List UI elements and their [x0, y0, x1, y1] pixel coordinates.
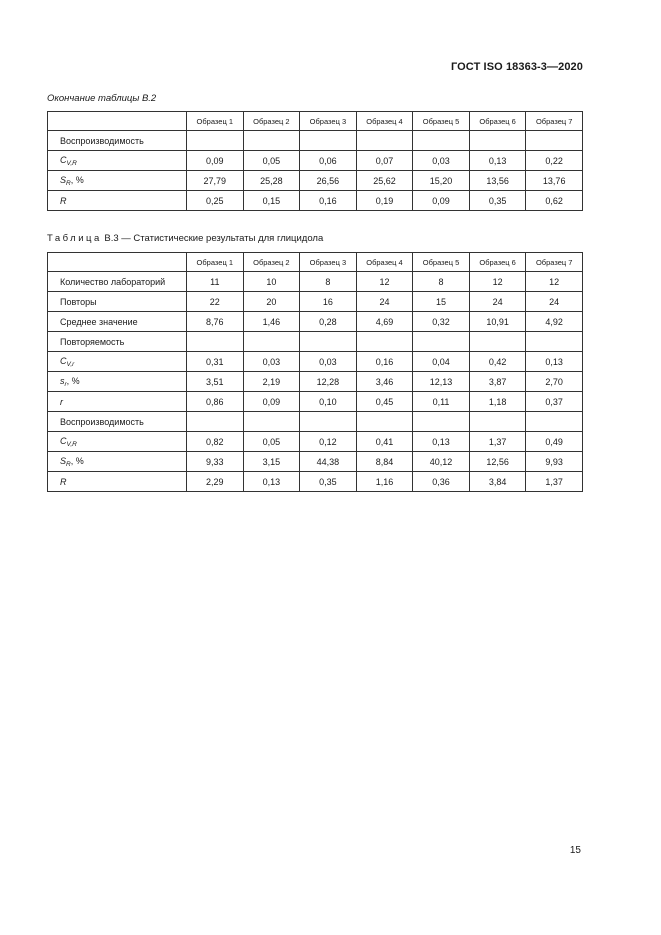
row-label: [48, 452, 187, 472]
section-label: Воспроизводимость: [48, 131, 187, 151]
value-cell: 0,13: [526, 352, 583, 372]
header-corner-cell: [48, 112, 187, 131]
column-header: Образец 6: [469, 112, 526, 131]
value-cell: 0,03: [413, 151, 470, 171]
value-cell: 12,13: [413, 372, 470, 392]
value-cell: 3,87: [469, 372, 526, 392]
row-label: Среднее значение: [48, 312, 187, 332]
table-b3-caption-prefix: Таблица: [47, 233, 102, 244]
table-row: [48, 292, 583, 312]
empty-cell: [469, 332, 526, 352]
section-row: [48, 131, 583, 151]
value-cell: 0,19: [356, 191, 413, 211]
symbol: r: [60, 396, 63, 407]
empty-cell: [356, 332, 413, 352]
value-cell: 0,49: [526, 432, 583, 452]
value-cell: 0,22: [526, 151, 583, 171]
value-cell: 0,16: [356, 352, 413, 372]
value-cell: 25,62: [356, 171, 413, 191]
value-cell: 0,35: [300, 472, 357, 492]
symbol-subscript: r: [64, 380, 67, 388]
empty-cell: [469, 412, 526, 432]
page-number: 15: [569, 845, 581, 856]
table-row: [48, 392, 583, 412]
symbol-subscript: V,R: [66, 440, 77, 448]
value-cell: 8,76: [187, 312, 244, 332]
row-label: [48, 171, 187, 191]
value-cell: 0,05: [243, 432, 300, 452]
table-row: [48, 452, 583, 472]
row-label: [48, 392, 187, 412]
empty-cell: [526, 131, 583, 151]
value-cell: 12,56: [469, 452, 526, 472]
value-cell: 0,82: [187, 432, 244, 452]
column-header: Образец 7: [526, 112, 583, 131]
value-cell: 15: [413, 292, 470, 312]
symbol: R: [60, 195, 67, 206]
column-header: Образец 1: [187, 253, 244, 272]
symbol-suffix: , %: [70, 174, 84, 185]
header-corner-cell: [48, 253, 187, 272]
value-cell: 8: [300, 272, 357, 292]
symbol: C: [60, 154, 67, 165]
value-cell: 26,56: [300, 171, 357, 191]
value-cell: 0,62: [526, 191, 583, 211]
value-cell: 0,37: [526, 392, 583, 412]
table-header-row: [48, 112, 583, 131]
value-cell: 0,35: [469, 191, 526, 211]
row-label: [48, 372, 187, 392]
column-header: Образец 4: [356, 112, 413, 131]
column-header: Образец 6: [469, 253, 526, 272]
document-id: ГОСТ ISO 18363-3—2020: [450, 61, 583, 73]
value-cell: 2,19: [243, 372, 300, 392]
value-cell: 44,38: [300, 452, 357, 472]
table-row: [48, 171, 583, 191]
row-label: Повторы: [48, 292, 187, 312]
empty-cell: [187, 332, 244, 352]
row-label: [48, 472, 187, 492]
empty-cell: [243, 412, 300, 432]
section-label: Воспроизводимость: [48, 412, 187, 432]
table-row: [48, 352, 583, 372]
table-b3-caption-title: В.3 — Статистические результаты для глицидола: [101, 233, 324, 244]
empty-cell: [413, 412, 470, 432]
table-row: [48, 272, 583, 292]
value-cell: 0,11: [413, 392, 470, 412]
value-cell: 9,93: [526, 452, 583, 472]
row-label: Количество лабораторий: [48, 272, 187, 292]
symbol: C: [60, 355, 67, 366]
value-cell: 0,31: [187, 352, 244, 372]
empty-cell: [187, 131, 244, 151]
column-header: Образец 5: [413, 253, 470, 272]
value-cell: 2,70: [526, 372, 583, 392]
table-b2-caption: Окончание таблицы В.2: [47, 93, 157, 104]
symbol-suffix: , %: [66, 375, 80, 386]
value-cell: 0,04: [413, 352, 470, 372]
value-cell: 40,12: [413, 452, 470, 472]
table-header-row: [48, 253, 583, 272]
column-header: Образец 7: [526, 253, 583, 272]
value-cell: 0,15: [243, 191, 300, 211]
table-row: [48, 432, 583, 452]
value-cell: 12: [469, 272, 526, 292]
row-label: [48, 151, 187, 171]
value-cell: 12: [526, 272, 583, 292]
table-b3-caption: [47, 233, 323, 244]
empty-cell: [526, 412, 583, 432]
empty-cell: [243, 131, 300, 151]
value-cell: 24: [526, 292, 583, 312]
value-cell: 8: [413, 272, 470, 292]
value-cell: 4,69: [356, 312, 413, 332]
value-cell: 1,37: [526, 472, 583, 492]
value-cell: 0,09: [413, 191, 470, 211]
empty-cell: [187, 412, 244, 432]
symbol: R: [60, 476, 67, 487]
symbol: S: [60, 455, 67, 466]
value-cell: 16: [300, 292, 357, 312]
symbol: C: [60, 435, 67, 446]
value-cell: 0,13: [413, 432, 470, 452]
symbol: S: [60, 174, 67, 185]
symbol-subscript: R: [66, 179, 71, 187]
empty-cell: [356, 412, 413, 432]
column-header: Образец 1: [187, 112, 244, 131]
value-cell: 20: [243, 292, 300, 312]
value-cell: 0,03: [243, 352, 300, 372]
empty-cell: [300, 332, 357, 352]
value-cell: 0,05: [243, 151, 300, 171]
row-label: [48, 432, 187, 452]
empty-cell: [469, 131, 526, 151]
value-cell: 0,03: [300, 352, 357, 372]
column-header: Образец 2: [243, 253, 300, 272]
value-cell: 13,76: [526, 171, 583, 191]
value-cell: 0,28: [300, 312, 357, 332]
value-cell: 22: [187, 292, 244, 312]
table-row: [48, 312, 583, 332]
table-row: [48, 191, 583, 211]
value-cell: 10: [243, 272, 300, 292]
value-cell: 0,12: [300, 432, 357, 452]
table-row: [48, 151, 583, 171]
value-cell: 1,37: [469, 432, 526, 452]
section-row: [48, 412, 583, 432]
value-cell: 11: [187, 272, 244, 292]
value-cell: 1,46: [243, 312, 300, 332]
empty-cell: [526, 332, 583, 352]
value-cell: 4,92: [526, 312, 583, 332]
column-header: Образец 2: [243, 112, 300, 131]
value-cell: 0,41: [356, 432, 413, 452]
value-cell: 3,51: [187, 372, 244, 392]
value-cell: 0,10: [300, 392, 357, 412]
value-cell: 27,79: [187, 171, 244, 191]
value-cell: 0,36: [413, 472, 470, 492]
column-header: Образец 4: [356, 253, 413, 272]
table-row: [48, 472, 583, 492]
value-cell: 9,33: [187, 452, 244, 472]
value-cell: 13,56: [469, 171, 526, 191]
table-row: [48, 372, 583, 392]
value-cell: 24: [469, 292, 526, 312]
value-cell: 0,25: [187, 191, 244, 211]
row-label: [48, 352, 187, 372]
column-header: Образец 5: [413, 112, 470, 131]
value-cell: 0,32: [413, 312, 470, 332]
value-cell: 3,46: [356, 372, 413, 392]
value-cell: 0,09: [243, 392, 300, 412]
empty-cell: [413, 131, 470, 151]
value-cell: 0,06: [300, 151, 357, 171]
value-cell: 0,16: [300, 191, 357, 211]
column-header: Образец 3: [300, 112, 357, 131]
section-row: [48, 332, 583, 352]
table-b3: [47, 252, 583, 492]
row-label: [48, 191, 187, 211]
value-cell: 3,15: [243, 452, 300, 472]
value-cell: 0,42: [469, 352, 526, 372]
symbol-subscript: R: [66, 460, 71, 468]
value-cell: 3,84: [469, 472, 526, 492]
value-cell: 12: [356, 272, 413, 292]
value-cell: 8,84: [356, 452, 413, 472]
value-cell: 0,45: [356, 392, 413, 412]
value-cell: 1,16: [356, 472, 413, 492]
value-cell: 0,13: [469, 151, 526, 171]
table-b2: [47, 111, 583, 211]
empty-cell: [413, 332, 470, 352]
value-cell: 1,18: [469, 392, 526, 412]
empty-cell: [356, 131, 413, 151]
empty-cell: [300, 412, 357, 432]
empty-cell: [243, 332, 300, 352]
value-cell: 15,20: [413, 171, 470, 191]
section-label: Повторяемость: [48, 332, 187, 352]
symbol-subscript: V,r: [66, 360, 75, 368]
column-header: Образец 3: [300, 253, 357, 272]
value-cell: 12,28: [300, 372, 357, 392]
empty-cell: [300, 131, 357, 151]
symbol: s: [60, 375, 65, 386]
value-cell: 0,09: [187, 151, 244, 171]
value-cell: 2,29: [187, 472, 244, 492]
value-cell: 25,28: [243, 171, 300, 191]
value-cell: 0,07: [356, 151, 413, 171]
value-cell: 24: [356, 292, 413, 312]
value-cell: 0,86: [187, 392, 244, 412]
value-cell: 10,91: [469, 312, 526, 332]
value-cell: 0,13: [243, 472, 300, 492]
symbol-subscript: V,R: [66, 159, 77, 167]
symbol-suffix: , %: [70, 455, 84, 466]
